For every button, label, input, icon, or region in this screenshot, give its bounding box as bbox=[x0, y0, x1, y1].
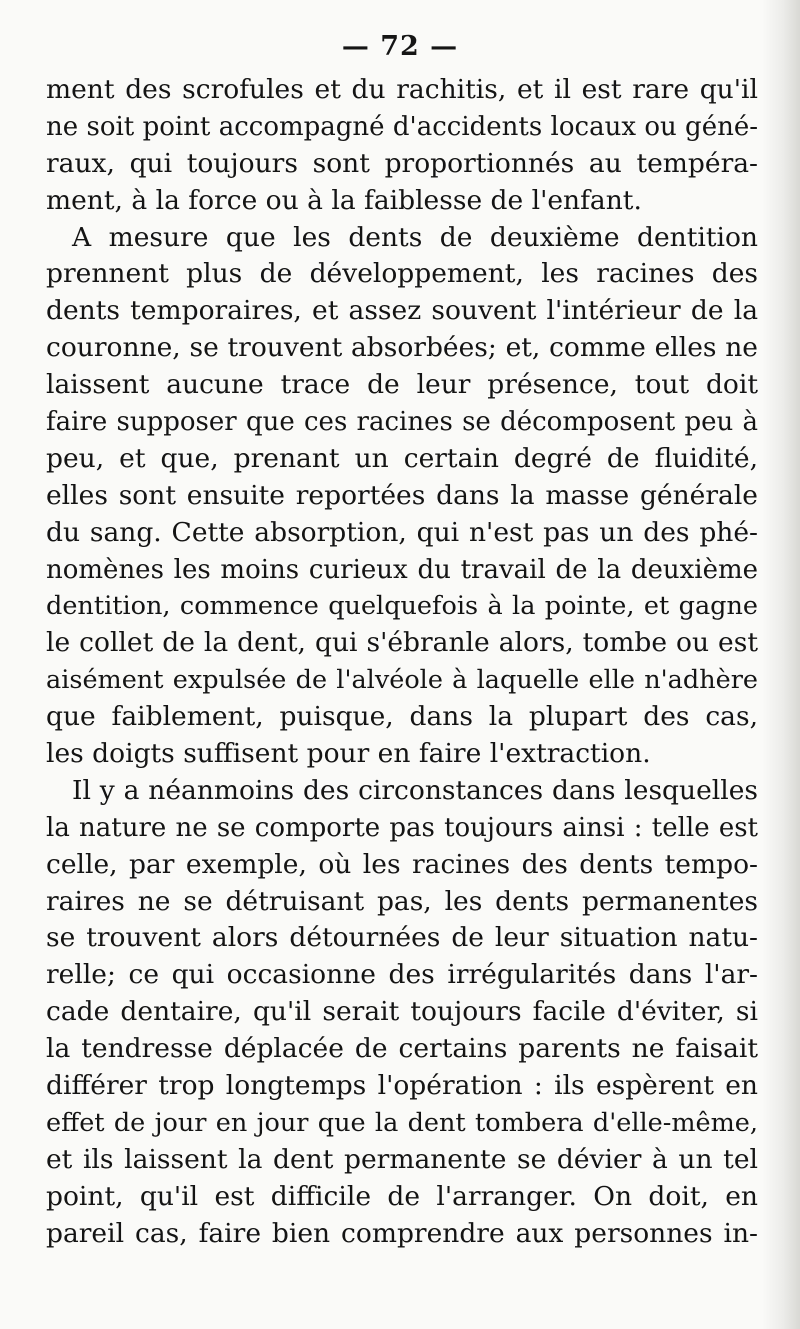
text-line: Il y a néanmoins des circonstances dans lesquelles bbox=[72, 774, 758, 806]
text-line: elles sont ensuite reportées dans la masse générale bbox=[46, 479, 758, 511]
text-line: prennent plus de développement, les racines des bbox=[46, 258, 758, 290]
text-line: nomènes les moins curieux du travail de la deuxième bbox=[46, 554, 758, 585]
text-line: dentition, commence quelquefois à la pointe, et gagne bbox=[46, 591, 758, 622]
text-line: les doigts suffisent pour en faire l'extraction. bbox=[46, 738, 651, 770]
text-line: raires ne se détruisant pas, les dents permanentes bbox=[46, 885, 758, 917]
text-line: différer trop longtemps l'opération : ils espèrent en bbox=[46, 1070, 758, 1102]
text-line: A mesure que les dents de deuxième dentition bbox=[72, 221, 758, 253]
text-line: pareil cas, faire bien comprendre aux personnes in- bbox=[46, 1217, 758, 1249]
page-number: — 72 — bbox=[341, 31, 459, 62]
text-line: ne soit point accompagné d'accidents locaux ou géné- bbox=[46, 111, 758, 142]
text-line: le collet de la dent, qui s'ébranle alors, tombe ou est bbox=[46, 627, 758, 659]
text-line: cade dentaire, qu'il serait toujours facile d'éviter, si bbox=[46, 996, 758, 1028]
text-line: se trouvent alors détournées de leur situation natu- bbox=[46, 922, 758, 954]
text-line: la tendresse déplacée de certains parents ne faisait bbox=[46, 1033, 758, 1065]
text-line: faire supposer que ces racines se décomposent peu à bbox=[46, 407, 758, 438]
text-line: que faiblement, puisque, dans la plupart des cas, bbox=[46, 701, 758, 733]
text-line: la nature ne se comporte pas toujours ainsi : telle est bbox=[46, 812, 758, 843]
paragraph-3 bbox=[46, 773, 758, 1253]
page-edge-shadow bbox=[762, 0, 800, 1329]
text-line: dents temporaires, et assez souvent l'intérieur de la bbox=[46, 295, 758, 327]
paragraph-1 bbox=[46, 72, 758, 220]
text-line: du sang. Cette absorption, qui n'est pas un des phé- bbox=[46, 516, 758, 548]
text-line: aisément expulsée de l'alvéole à laquelle elle n'adhère bbox=[46, 665, 758, 696]
text-line: et ils laissent la dent permanente se dévier à un tel bbox=[46, 1143, 758, 1175]
text-line: ment des scrofules et du rachitis, et il est rare qu'il bbox=[46, 74, 758, 105]
text-line: celle, par exemple, où les racines des dents tempo- bbox=[46, 848, 758, 880]
text-line: raux, qui toujours sont proportionnés au tempéra- bbox=[46, 147, 758, 179]
paragraph-2 bbox=[46, 220, 758, 773]
body-text bbox=[46, 72, 758, 1253]
text-line: point, qu'il est difficile de l'arranger. On doit, en bbox=[46, 1180, 758, 1212]
text-line: ment, à la force ou à la faiblesse de l'enfant. bbox=[46, 184, 642, 216]
text-line: peu, et que, prenant un certain degré de fluidité, bbox=[46, 442, 758, 474]
text-line: relle; ce qui occasionne des irrégularités dans l'ar- bbox=[46, 959, 758, 991]
text-line: couronne, se trouvent absorbées; et, comme elles ne bbox=[46, 332, 758, 364]
text-line: effet de jour en jour que la dent tombera d'elle-même, bbox=[46, 1107, 758, 1138]
text-line: laissent aucune trace de leur présence, tout doit bbox=[46, 369, 758, 401]
